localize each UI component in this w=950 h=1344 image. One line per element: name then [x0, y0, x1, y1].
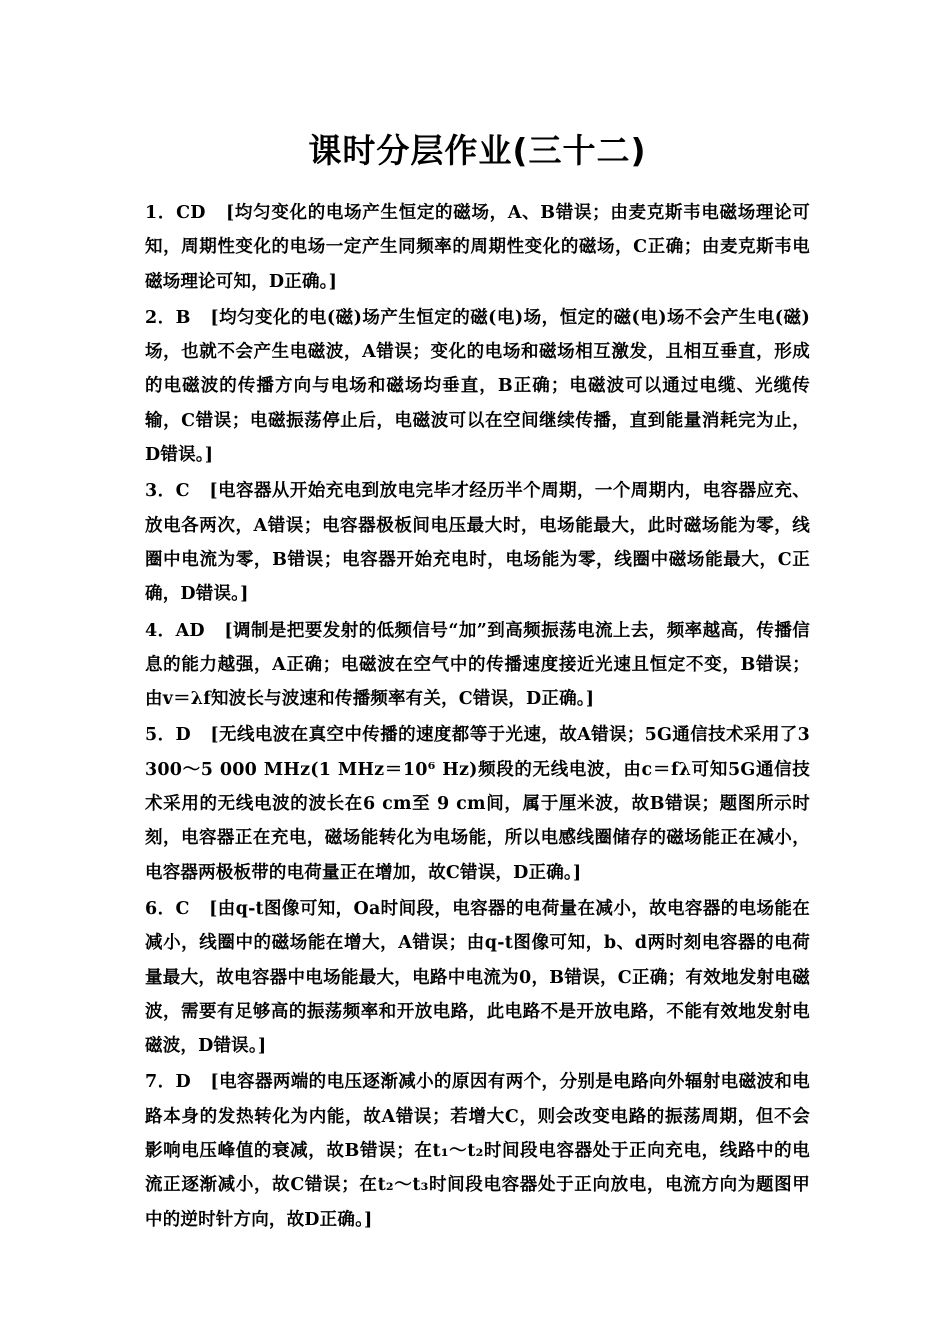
answer-number: 3． — [145, 481, 176, 502]
answer-sheet — [145, 120, 810, 1239]
answer-explanation: [由q-t图像可知，Oa时间段，电容器的电荷量在减小，故电容器的电场能在减小，线圈中的磁场能在增大，A错误；由q-t图像可知，b、d两时刻电容器的电荷量最大，故电容器中电场能最大，电路中电流为0，B错误，C正确；有效地发射电磁波，需要有足够高的振荡频率和开放电路，此电路不是开放电路，不能有效地发射电磁波，D错误。] — [145, 898, 810, 1057]
answer-number: 2． — [145, 307, 176, 328]
answer-explanation: [调制是把要发射的低频信号“加”到高频振荡电流上去，频率越高，传播信息的能力越强，A正确；电磁波在空气中的传播速度接近光速且恒定不变，B错误；由v＝λf知波长与波速和传播频率有关，C错误，D正确。] — [145, 620, 810, 710]
answer-item-4 — [145, 614, 810, 717]
answer-explanation: [电容器从开始充电到放电完毕才经历半个周期，一个周期内，电容器应充、放电各两次，A错误；电容器极板间电压最大时，电场能最大，此时磁场能为零，线圈中电流为零，B错误；电容器开始充电时，电场能为零，线圈中磁场能最大，C正确，D错误。] — [145, 481, 811, 605]
answer-choice: C — [175, 481, 190, 502]
page-title: 课时分层作业(三十二) — [308, 131, 647, 170]
answer-number: 6． — [145, 898, 176, 919]
answer-explanation: [均匀变化的电(磁)场产生恒定的磁(电)场，恒定的磁(电)场不会产生电(磁)场，也就不会产生电磁波，A错误；变化的电场和磁场相互激发，且相互垂直，形成的电磁波的传播方向与电场和磁场均垂直，B正确；电磁波可以通过电缆、光缆传输，C错误；电磁振荡停止后，电磁波可以在空间继续传播，直到能量消耗完为止，D错误。] — [145, 307, 810, 466]
answer-choice: CD — [176, 203, 206, 223]
answer-choice: AD — [175, 620, 205, 641]
answer-choice: D — [175, 725, 191, 746]
answer-choice: D — [175, 1072, 191, 1093]
answer-choice: C — [175, 898, 190, 919]
answer-explanation: [均匀变化的电场产生恒定的磁场，A、B错误；由麦克斯韦电磁场理论可知，周期性变化的电场一定产生同频率的周期性变化的磁场，C正确；由麦克斯韦电磁场理论可知，D正确。] — [145, 203, 810, 292]
answer-item-5 — [145, 718, 810, 889]
answer-choice: B — [175, 307, 191, 328]
answer-item-6 — [145, 892, 810, 1063]
answer-number: 5． — [145, 725, 176, 746]
answer-explanation: [无线电波在真空中传播的速度都等于光速，故A错误；5G通信技术采用了3 300～5 000 MHz(1 MHz＝10⁶ Hz)频段的无线电波，由c＝fλ可知5G通信技术采用的无线电波的波长在6 cm至 9 cm间，属于厘米波，故B错误；题图所示时刻，电容器正在充电，磁场能转化为电场能，所以电感线圈储存的磁场能正在减小，电容器两极板带的电荷量正在增加，故C错误，D正确。] — [145, 725, 811, 883]
answer-item-1 — [145, 196, 810, 299]
answer-explanation: [电容器两端的电压逐渐减小的原因有两个，分别是电路向外辐射电磁波和电路本身的发热转化为内能，故A错误；若增大C，则会改变电路的振荡周期，但不会影响电压峰值的衰减，故B错误；在t₁～t₂时间段电容器处于正向充电，线路中的电流正逐渐减小，故C错误；在t₂～t₃时间段电容器处于正向放电，电流方向为题图甲中的逆时针方向，故D正确。] — [145, 1072, 811, 1230]
answer-item-7 — [145, 1065, 810, 1236]
answer-number: 4． — [145, 620, 176, 641]
answer-item-3 — [145, 474, 810, 611]
answer-item-2 — [145, 301, 810, 472]
answer-number: 7． — [145, 1072, 176, 1093]
answer-number: 1． — [145, 203, 177, 223]
